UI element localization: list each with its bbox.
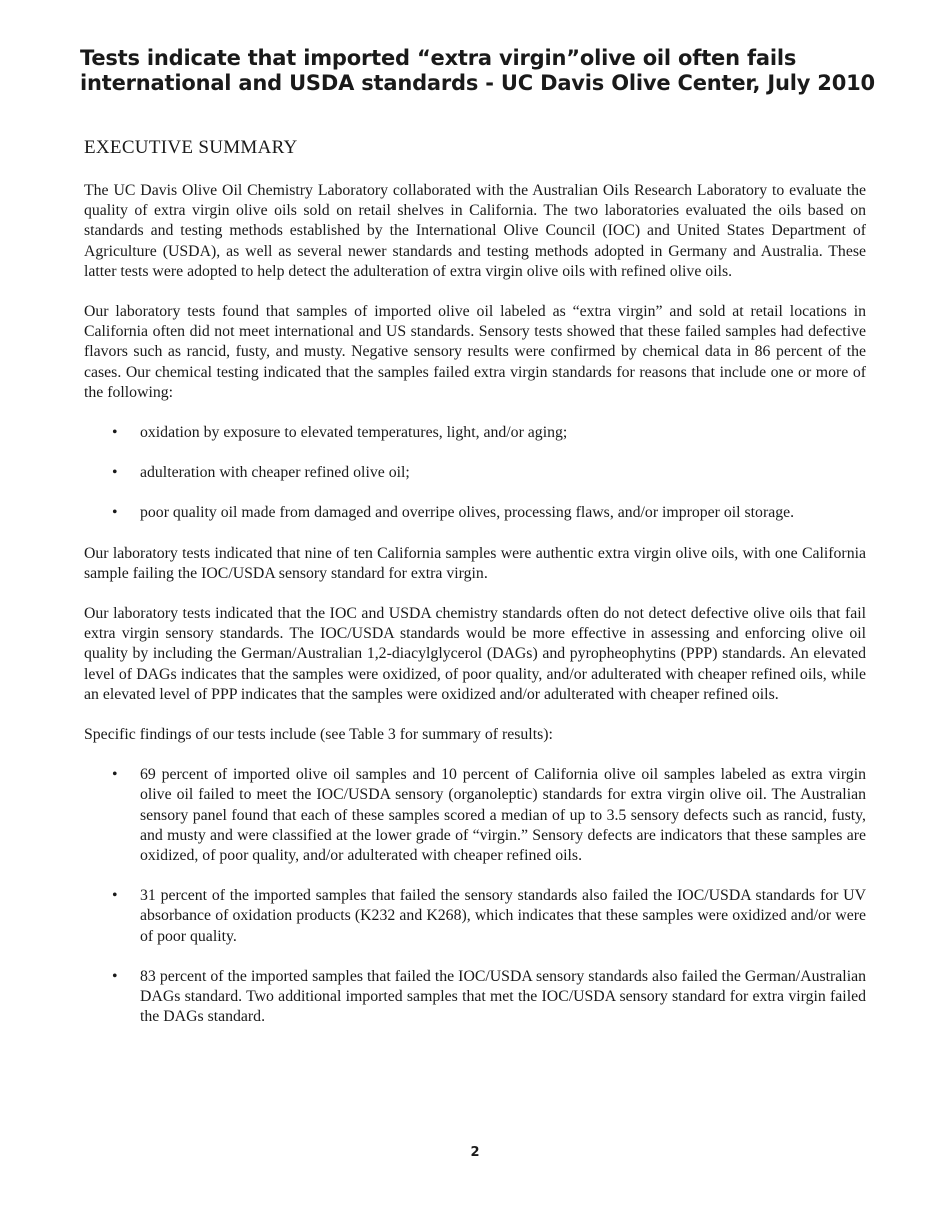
document-body: [84, 136, 866, 1048]
list-item: [84, 503, 866, 523]
intro-paragraph: The UC Davis Olive Oil Chemistry Laboratory collaborated with the Australian Oils Research Laboratory to evaluate the quality of extra virgin olive oils sold on retail shelves in California. The two laboratories evaluated the oils based on standards and testing methods established by the International Olive Council (IOC) and United States Department of Agriculture (USDA), as well as several newer standards and testing methods adopted in Germany and Australia. These latter tests were adopted to help detect the adulteration of extra virgin olive oils with refined olive oils.: [84, 182, 866, 280]
list-item: [84, 967, 866, 1028]
failure-reasons-list: [84, 423, 866, 524]
bullet-icon: •: [112, 887, 118, 905]
page-number: 2: [470, 1145, 480, 1160]
bullet-icon: •: [112, 967, 118, 985]
standards-paragraph: Our laboratory tests indicated that the IOC and USDA chemistry standards often do not detect defective olive oils that fail extra virgin sensory standards. The IOC/USDA standards would be more effective in assessing and enforcing olive oil quality by including the German/Australian 1,2-diacylglycerol (DAGs) and pyropheophytins (PPP) standards. An elevated level of DAGs indicates that the samples were oxidized, of poor quality, and/or adulterated with cheaper refined oils, while an elevated level of PPP indicates that the samples were oxidized and/or adulterated with cheaper refined oils.: [84, 605, 866, 703]
bullet-icon: •: [112, 464, 118, 482]
list-item: [84, 886, 866, 947]
bullet-icon: •: [112, 424, 118, 442]
list-item: [84, 463, 866, 483]
bullet-icon: •: [112, 766, 118, 784]
list-item-text: poor quality oil made from damaged and overripe olives, processing flaws, and/or improper oil storage.: [140, 504, 795, 522]
list-item-text: oxidation by exposure to elevated temperatures, light, and/or aging;: [140, 424, 568, 442]
document-title: Tests indicate that imported “extra virgin”olive oil often fails international and USDA standards - UC Davis Olive Center, July 2010: [80, 46, 875, 95]
specific-findings-intro: Specific findings of our tests include (see Table 3 for summary of results):: [84, 726, 553, 744]
list-item-text: 31 percent of the imported samples that failed the sensory standards also failed the IOC/USDA standards for UV absorbance of oxidation products (K232 and K268), which indicates that these samples were oxidized and/or were of poor quality.: [140, 887, 866, 945]
bullet-icon: •: [112, 504, 118, 522]
list-item: [84, 765, 866, 866]
section-heading: EXECUTIVE SUMMARY: [84, 137, 298, 158]
california-samples-paragraph: Our laboratory tests indicated that nine of ten California samples were authentic extra virgin olive oils, with one California sample failing the IOC/USDA sensory standard for extra virgin.: [84, 544, 866, 582]
list-item: [84, 423, 866, 443]
list-item-text: 69 percent of imported olive oil samples and 10 percent of California olive oil samples labeled as extra virgin olive oil failed to meet the IOC/USDA sensory (organoleptic) standards for extra virgin olive oil. The Australian sensory panel found that each of these samples scored a median of up to 3.5 sensory defects such as rancid, fusty, and musty and were classified at the lower grade of “virgin.” Sensory defects are indicators that these samples are oxidized, of poor quality, and/or adulterated with cheaper refined oils.: [140, 766, 866, 865]
list-item-text: 83 percent of the imported samples that failed the IOC/USDA sensory standards also failed the German/Australian DAGs standard. Two additional imported samples that met the IOC/USDA sensory standard for extra virgin failed the DAGs standard.: [140, 967, 866, 1026]
list-item-text: adulteration with cheaper refined olive oil;: [140, 464, 410, 482]
findings-overview-paragraph: Our laboratory tests found that samples of imported olive oil labeled as “extra virgin” and sold at retail locations in California often did not meet international and US standards. Sensory tests showed that these failed samples had defective flavors such as rancid, fusty, and musty. Negative sensory results were confirmed by chemical data in 86 percent of the cases. Our chemical testing indicated that the samples failed extra virgin standards for reasons that include one or more of the following:: [84, 303, 866, 401]
specific-findings-list: [84, 765, 866, 1027]
